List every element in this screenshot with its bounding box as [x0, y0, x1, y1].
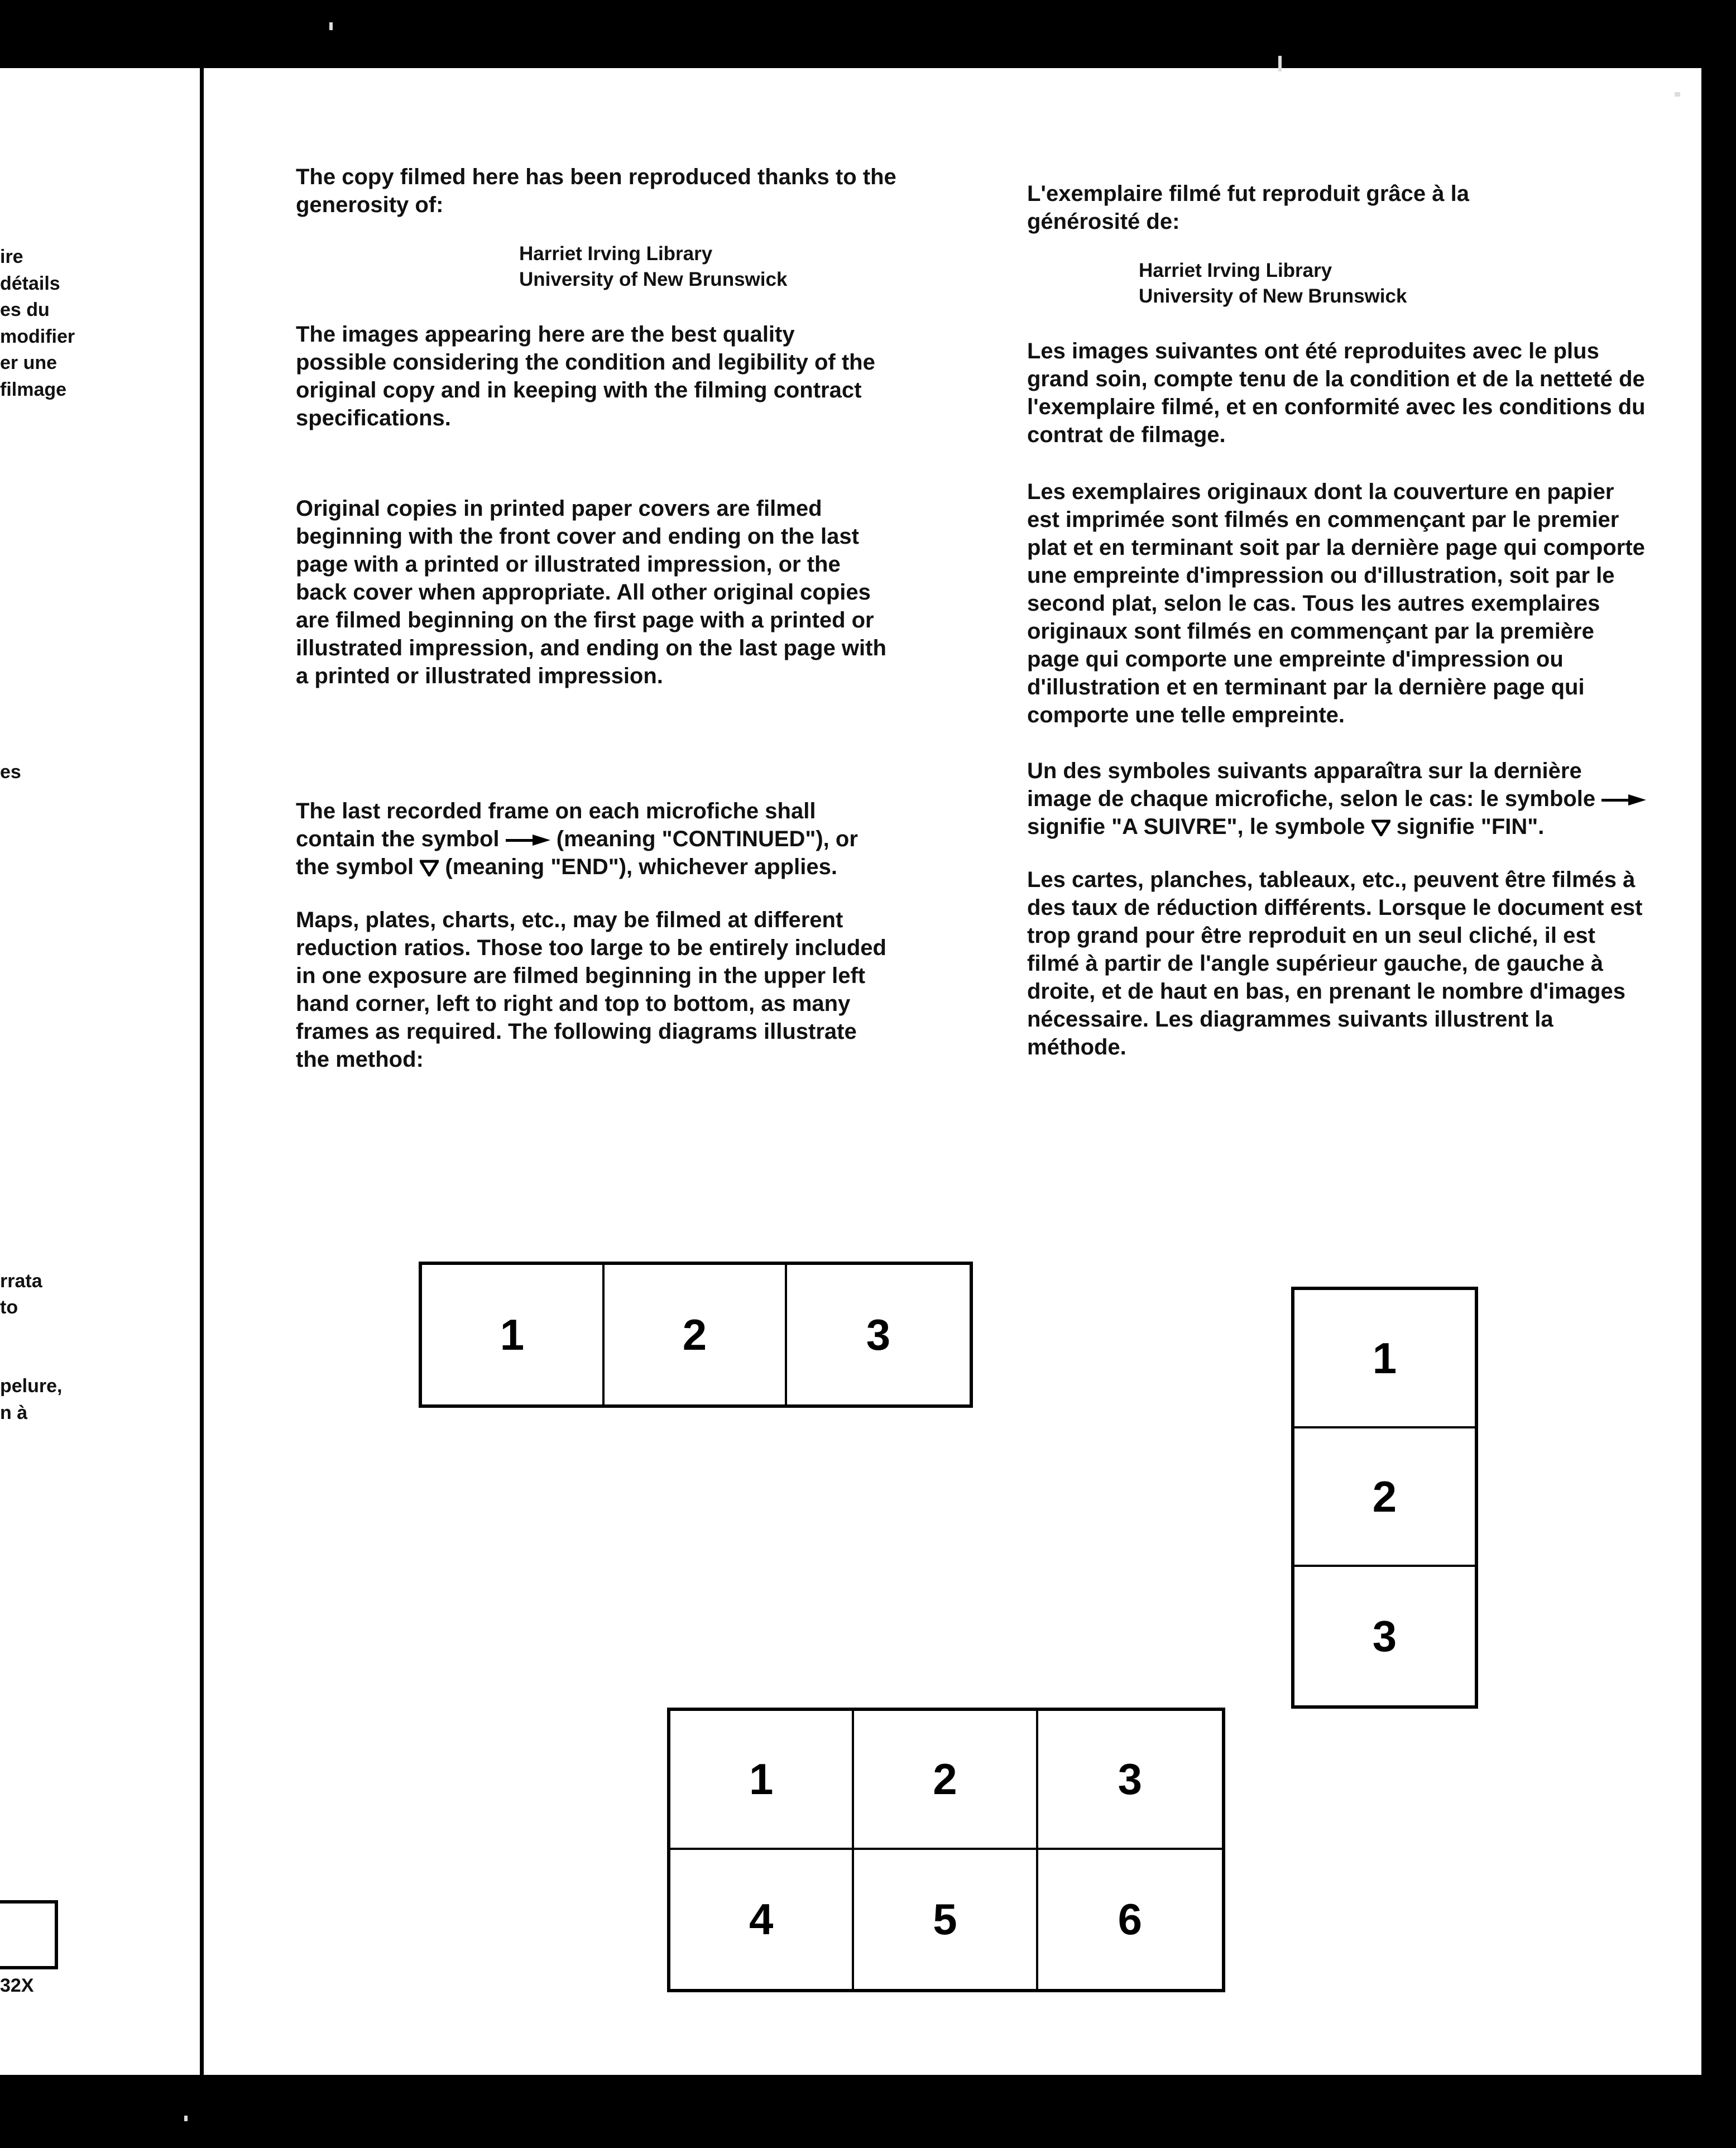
- page-divider: [200, 64, 204, 2079]
- left-fragment: modifier: [0, 326, 75, 347]
- left-fragment: ire: [0, 246, 23, 267]
- continued-arrow-icon: [506, 835, 550, 846]
- frame-cell: 3: [1038, 1711, 1222, 1850]
- microfiche-target-page: [204, 68, 1701, 2075]
- french-symbols: [1027, 757, 1647, 841]
- french-symbols-text-1: Un des symboles suivants apparaîtra sur la dernière image de chaque microfiche, selon le cas: le symbole: [1027, 759, 1596, 811]
- film-speck: [329, 22, 333, 30]
- english-symbols-text-2: (meaning "CONTINUED"), or the symbol: [296, 827, 858, 879]
- left-fragment: rrata: [0, 1270, 42, 1292]
- english-quality: The images appearing here are the best quality possible considering the condition and legibility of the original copy and in keeping with the filming contract specifications.: [296, 322, 875, 430]
- french-library: Harriet Irving Library: [1139, 260, 1332, 281]
- french-university: University of New Brunswick: [1139, 285, 1407, 307]
- french-thanks: L'exemplaire filmé fut reproduit grâce à la générosité de:: [1027, 181, 1469, 234]
- english-maps: Maps, plates, charts, etc., may be filmed at different reduction ratios. Those too large to be entirely included in one exposure are filmed beginning in the upper left hand corner, left to right and top to bottom, as many frames as required. The following diagrams illustrate the method:: [296, 908, 886, 1072]
- frame-cell: 3: [866, 1310, 891, 1359]
- film-speck: [184, 2116, 188, 2121]
- frame-cell: 3: [1372, 1611, 1397, 1661]
- left-fragment: pelure,: [0, 1375, 63, 1397]
- frame-cell: 2: [854, 1711, 1038, 1850]
- english-column: [296, 163, 971, 1073]
- frame-cell: 1: [1294, 1290, 1475, 1428]
- frame-cell: 1: [670, 1711, 854, 1850]
- french-symbols-text-3: signifie "FIN".: [1396, 814, 1545, 839]
- vertical-frames-diagram: [1291, 1287, 1478, 1709]
- frame-cell: 1: [422, 1265, 605, 1404]
- french-maps: Les cartes, planches, tableaux, etc., peuvent être filmés à des taux de réduction différents. Lorsque le document est trop grand pour être reproduit en un seul cliché, il est filmé à partir de l'angle supérieur gauche, de gauche à droite, et de haut en bas, en prenant le nombre d'images nécessaire. Les diagrammes suivants illustrent la méthode.: [1027, 867, 1643, 1059]
- previous-page-strip: [0, 68, 200, 2075]
- frame-cell: 2: [1294, 1428, 1475, 1567]
- film-speck: [1675, 92, 1680, 97]
- end-triangle-icon: [1371, 819, 1390, 836]
- english-credit: [519, 241, 971, 293]
- continued-arrow-icon: [1601, 794, 1646, 806]
- left-fragment: détails: [0, 273, 60, 294]
- frame-cell: 4: [670, 1850, 854, 1989]
- english-symbols: [296, 797, 888, 881]
- left-fragment: es du: [0, 299, 50, 320]
- end-triangle-icon: [420, 860, 439, 876]
- reduction-label: 32X: [0, 1975, 34, 1996]
- english-thanks: The copy filmed here has been reproduced thanks to the generosity of:: [296, 165, 896, 217]
- english-symbols-text-1: The last recorded frame on each microfiche shall contain the symbol: [296, 799, 816, 851]
- left-fragment: to: [0, 1297, 18, 1318]
- frame-cell: 6: [1118, 1895, 1143, 1944]
- english-symbols-text-3: (meaning "END"), whichever applies.: [445, 855, 837, 879]
- horizontal-frames-diagram: [419, 1262, 973, 1408]
- french-column: [1027, 180, 1663, 1061]
- english-library: Harriet Irving Library: [519, 243, 713, 265]
- left-fragment: es: [0, 761, 21, 783]
- french-credit: [1139, 258, 1663, 309]
- grid-frames-diagram: [667, 1708, 1225, 1992]
- french-symbols-text-2: signifie "A SUIVRE", le symbole: [1027, 814, 1365, 839]
- left-fragment: er une: [0, 352, 57, 373]
- french-originals: Les exemplaires originaux dont la couverture en papier est imprimée sont filmés en commençant par le premier plat et en terminant soit par la dernière page qui comporte une empreinte d'impression ou d'illustration, soit par le second plat, selon le cas. Tous les autres exemplaires originaux sont filmés en commençant par la première page qui comporte une empreinte d'impression ou d'illustration et en terminant par la dernière page qui comporte une telle empreinte.: [1027, 480, 1645, 727]
- right-film-edge: [1701, 64, 1714, 2079]
- left-fragment: n à: [0, 1402, 28, 1423]
- english-university: University of New Brunswick: [519, 268, 788, 290]
- english-originals: Original copies in printed paper covers are filmed beginning with the front cover and ending on the last page with a printed or illustrated impression, or the back cover when appropriate. All other original copies are filmed beginning on the first page with a printed or illustrated impression, and ending on the last page with a printed or illustrated impression.: [296, 496, 886, 688]
- frame-cell: 2: [605, 1265, 787, 1404]
- left-fragment: filmage: [0, 379, 67, 400]
- reduction-box: [0, 1900, 58, 1969]
- frame-cell: 5: [854, 1850, 1038, 1989]
- film-speck: [1278, 56, 1282, 71]
- french-quality: Les images suivantes ont été reproduites avec le plus grand soin, compte tenu de la condition et de la netteté de l'exemplaire filmé, et en conformité avec les conditions du contrat de filmage.: [1027, 339, 1646, 447]
